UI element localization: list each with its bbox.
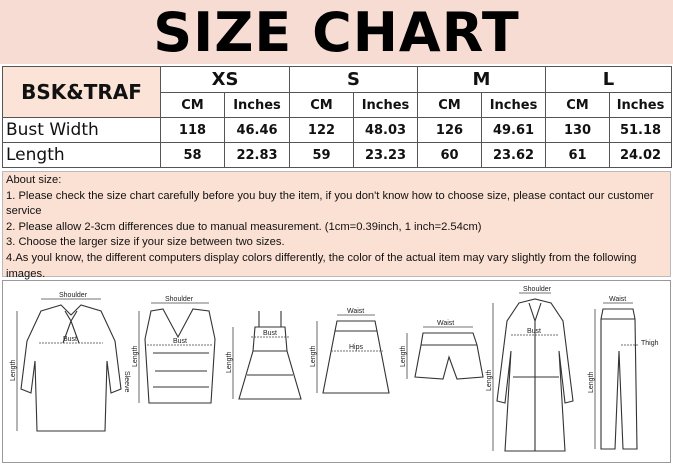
coat-diagram <box>486 286 573 451</box>
row-label-length: Length <box>3 143 161 168</box>
table-row <box>3 143 672 168</box>
size-header-l: L <box>546 67 672 93</box>
page-title: SIZE CHART <box>153 1 520 64</box>
size-header-m: M <box>418 67 546 93</box>
about-heading: About size: <box>6 174 62 186</box>
table-cell: 23.62 <box>482 143 546 168</box>
diagram-label-waist: Waist <box>347 308 365 315</box>
measurement-diagrams <box>2 280 671 463</box>
unit-header-inches: Inches <box>225 93 290 118</box>
diagram-label-waist: Waist <box>609 296 627 303</box>
diagram-label-length: Length <box>486 369 493 391</box>
table-cell: 51.18 <box>610 118 672 143</box>
size-table <box>2 66 672 168</box>
about-item: 1. Please check the size chart carefully before you buy the item, if you don't know how to choose size, please contact our customer service <box>6 189 654 218</box>
diagram-label-length: Length <box>132 345 139 367</box>
about-size-notes <box>2 171 671 280</box>
unit-header-cm: CM <box>546 93 610 118</box>
trousers-diagram <box>588 296 659 449</box>
diagram-label-shoulder: Shoulder <box>523 286 552 293</box>
unit-header-cm: CM <box>161 93 225 118</box>
diagram-label-length: Length <box>226 351 233 373</box>
diagram-label-bust: Bust <box>173 338 188 345</box>
blouse-diagram <box>10 292 130 431</box>
diagram-label-waist: Waist <box>437 320 455 327</box>
table-cell: 24.02 <box>610 143 672 168</box>
table-cell: 59 <box>290 143 354 168</box>
diagram-label-hips: Hips <box>349 344 364 351</box>
about-item: 4.As youl know, the different computers display colors differently, the color of the actual item may vary slightly from the following images. <box>6 251 637 280</box>
garment-illustrations <box>3 281 670 462</box>
table-cell: 23.23 <box>354 143 418 168</box>
size-header-s: S <box>290 67 418 93</box>
vneck-top-diagram <box>132 296 215 403</box>
diagram-label-length: Length <box>400 345 407 367</box>
diagram-label-length: Length <box>588 371 595 393</box>
row-label-bust-width: Bust Width <box>3 118 161 143</box>
table-cell: 48.03 <box>354 118 418 143</box>
diagram-label-bust: Bust <box>63 336 78 343</box>
unit-header-inches: Inches <box>354 93 418 118</box>
about-item: 2. Please allow 2-3cm differences due to manual measurement. (1cm=0.39inch, 1 inch=2.54cm) <box>6 220 482 233</box>
diagram-label-bust: Bust <box>263 330 278 337</box>
unit-header-inches: Inches <box>482 93 546 118</box>
diagram-label-shoulder: Shoulder <box>59 292 88 299</box>
table-cell: 61 <box>546 143 610 168</box>
size-header-xs: XS <box>161 67 290 93</box>
diagram-label-bust: Bust <box>527 328 542 335</box>
table-cell: 60 <box>418 143 482 168</box>
table-row <box>3 118 672 143</box>
table-cell: 130 <box>546 118 610 143</box>
diagram-label-thigh: Thigh <box>641 340 659 347</box>
diagram-label-length: Length <box>10 359 17 381</box>
shorts-diagram <box>400 320 483 379</box>
table-cell: 46.46 <box>225 118 290 143</box>
strap-dress-diagram <box>226 311 301 399</box>
brand-name: BSK&TRAF <box>3 67 161 118</box>
diagram-label-sleeve: Sleeve <box>123 371 130 393</box>
diagram-label-shoulder: Shoulder <box>165 296 194 303</box>
table-cell: 22.83 <box>225 143 290 168</box>
about-item: 3. Choose the larger size if your size between two sizes. <box>6 236 285 249</box>
diagram-label-length: Length <box>310 345 317 367</box>
skirt-diagram <box>310 308 389 393</box>
unit-header-inches: Inches <box>610 93 672 118</box>
table-cell: 58 <box>161 143 225 168</box>
table-cell: 126 <box>418 118 482 143</box>
unit-header-cm: CM <box>290 93 354 118</box>
table-cell: 49.61 <box>482 118 546 143</box>
table-cell: 118 <box>161 118 225 143</box>
unit-header-cm: CM <box>418 93 482 118</box>
table-cell: 122 <box>290 118 354 143</box>
